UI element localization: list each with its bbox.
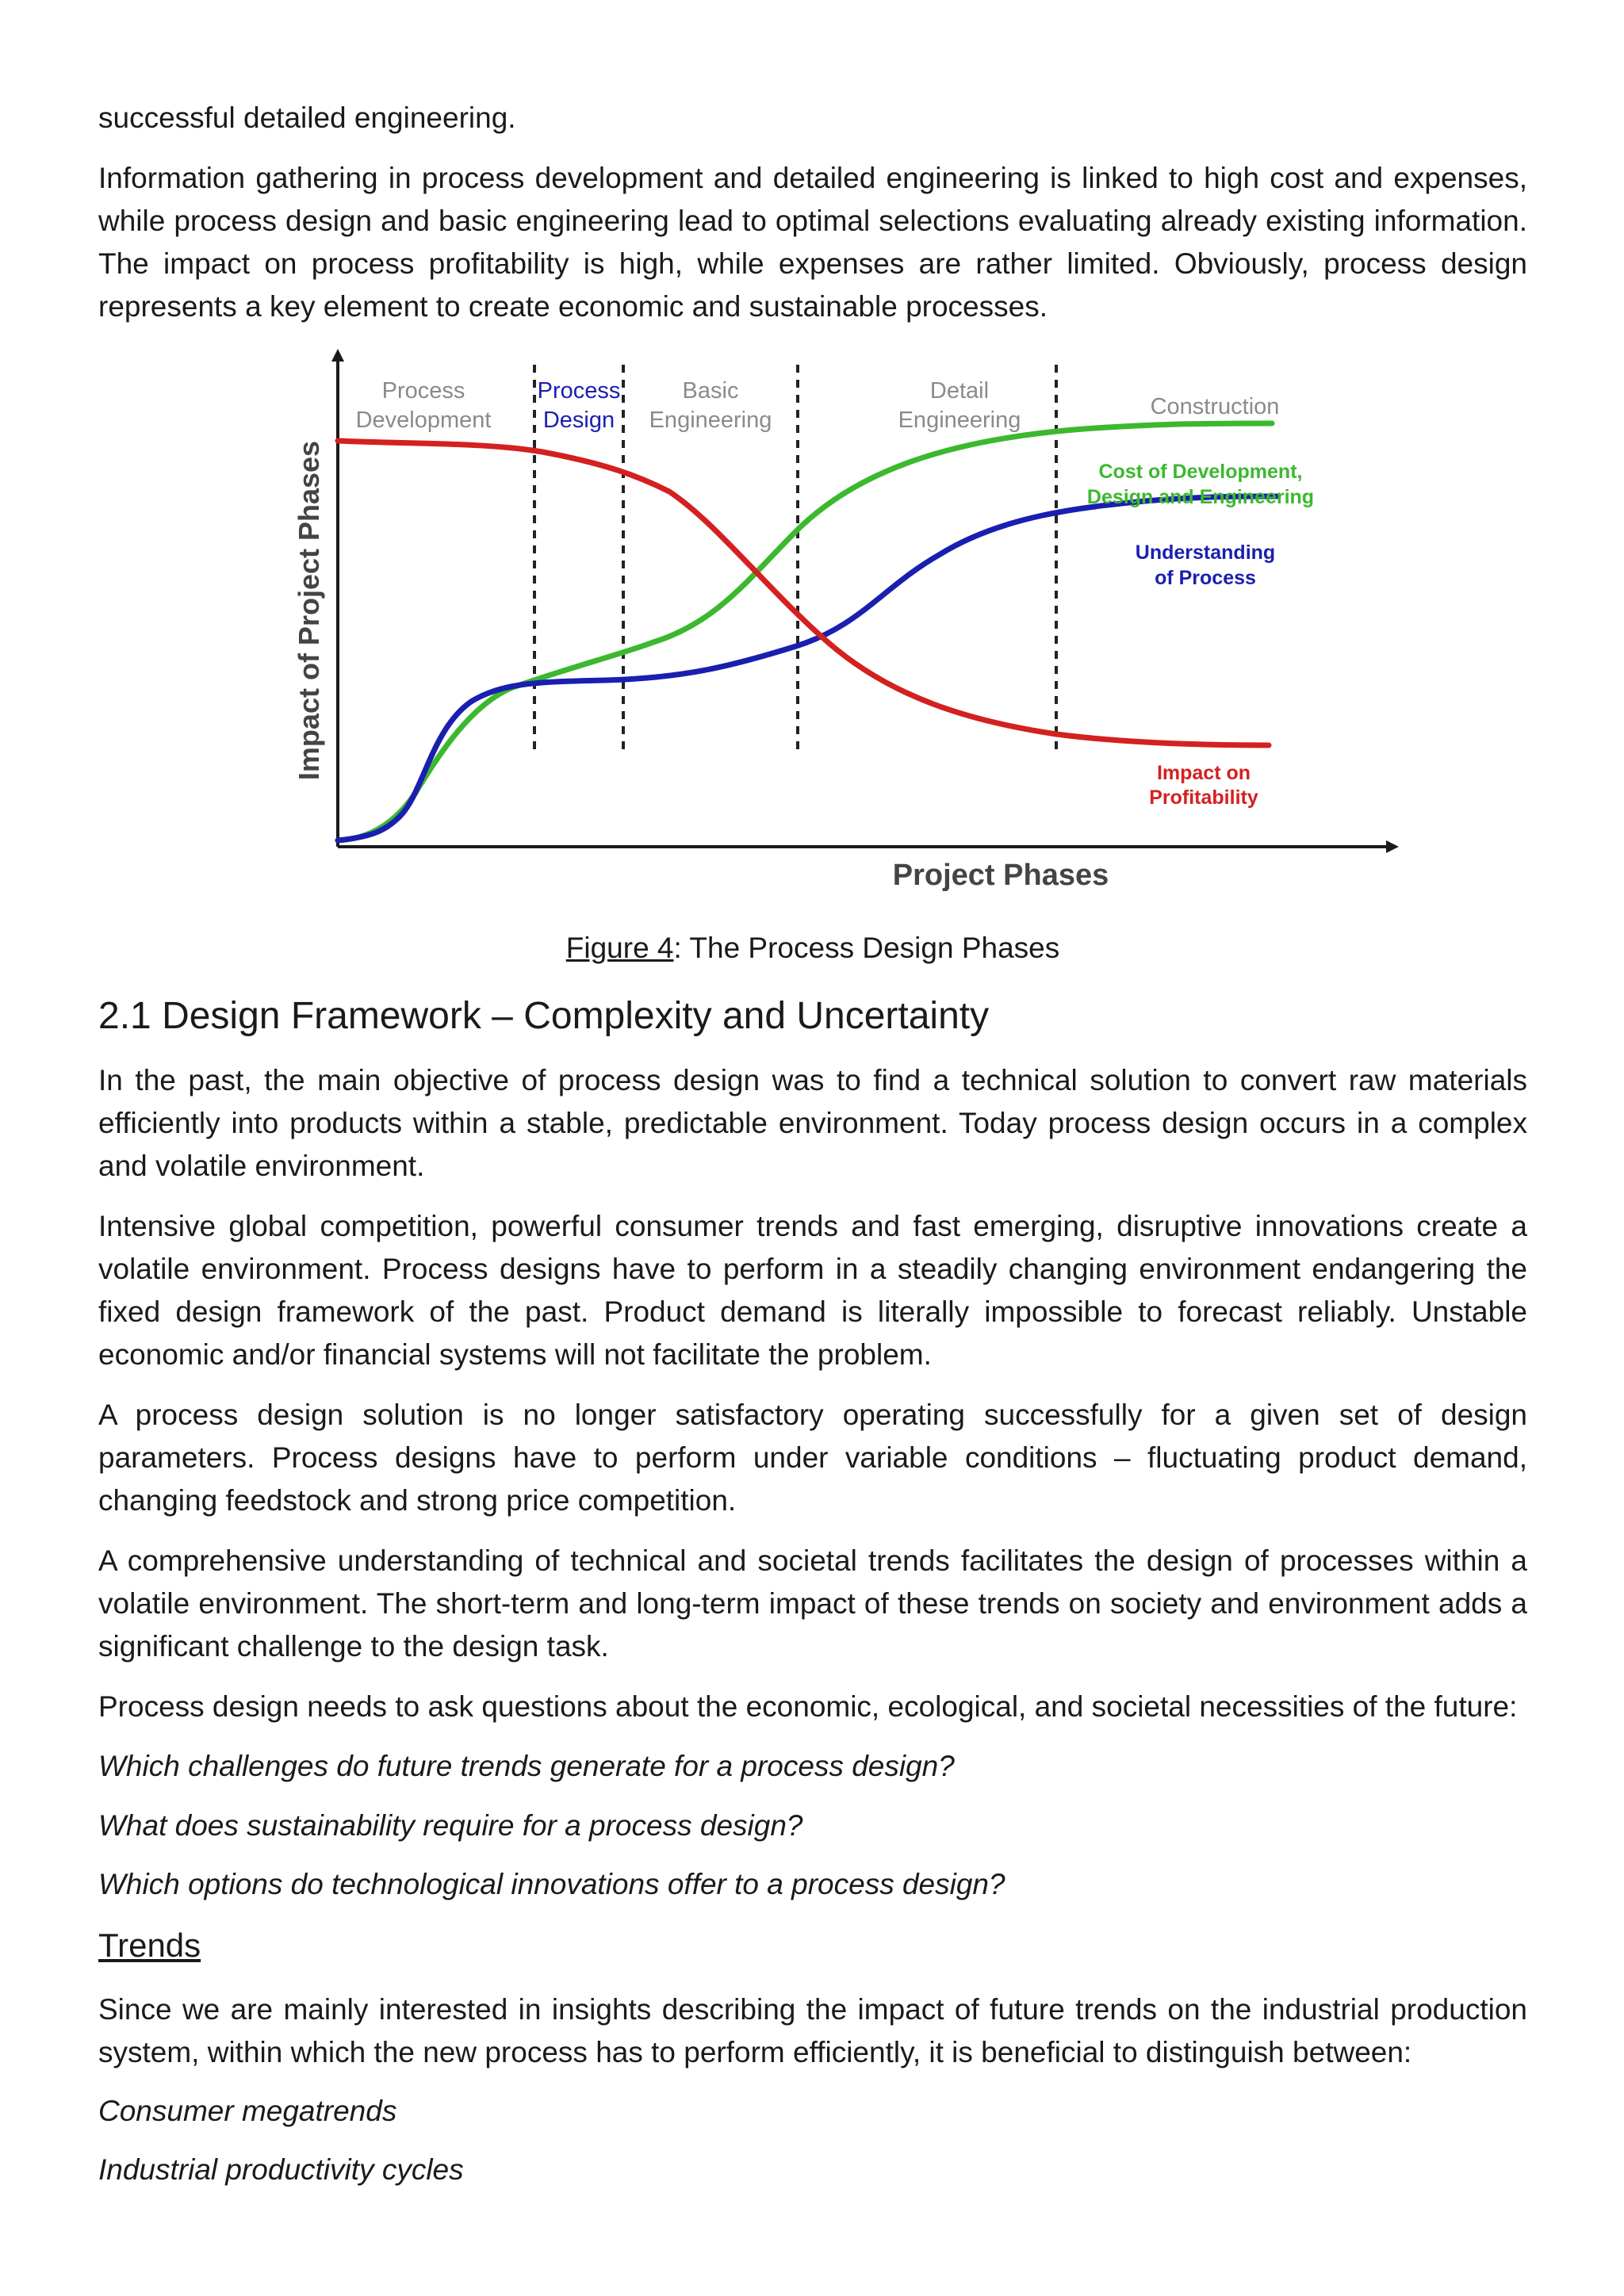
figure-caption	[98, 928, 1527, 969]
cost-label-line2: Design and Engineering	[1086, 486, 1315, 508]
phase-label-2-line2: Design	[542, 408, 615, 433]
understanding-label-line1: Understanding	[1135, 541, 1276, 564]
phase-label-3-line1: Basic	[682, 378, 739, 404]
figure-caption-text: : The Process Design Phases	[673, 932, 1060, 964]
phase-label-1-line2: Development	[355, 408, 492, 433]
paragraph-6: Process design needs to ask questions about the economic, ecological, and societal necessities of the future:	[98, 1690, 1518, 1723]
x-axis-arrow	[1386, 840, 1399, 853]
phase-label-4-line2: Engineering	[898, 408, 1021, 433]
question-2: What does sustainability require for a process design?	[98, 1809, 803, 1842]
paragraph-4: A process design solution is no longer satisfactory operating successfully for a given set of design parameters. Process designs have to perform under variable conditions – fluctuating product demand, changing feedstock and strong price competition.	[98, 1399, 1527, 1517]
phase-label-3-line2: Engineering	[649, 408, 772, 433]
phases-diagram	[289, 349, 1431, 904]
paragraph-2: In the past, the main objective of process design was to find a technical solution to convert raw materials efficiently into products within a stable, predictable environment. Today process design occurs in a complex and volatile environment.	[98, 1064, 1527, 1182]
trend-item-1: Consumer megatrends	[98, 2095, 397, 2127]
paragraph-5: A comprehensive understanding of technical and societal trends facilitates the design of processes within a volatile environment. The short-term and long-term impact of these trends on society and environment adds a significant challenge to the design task.	[98, 1544, 1527, 1663]
figure-reference: Figure 4	[565, 932, 674, 964]
trend-item-2: Industrial productivity cycles	[98, 2153, 464, 2186]
phase-label-2-line1: Process	[537, 378, 621, 404]
y-axis-label: Impact of Project Phases	[293, 440, 325, 781]
section-heading: 2.1 Design Framework – Complexity and Uncertainty	[98, 995, 990, 1037]
phase-label-1-line1: Process	[381, 378, 465, 404]
question-3: Which options do technological innovations offer to a process design?	[98, 1868, 1005, 1900]
cost-label-line1: Cost of Development,	[1098, 461, 1303, 483]
intro-fragment: successful detailed engineering.	[98, 101, 516, 134]
paragraph-7: Since we are mainly interested in insights describing the impact of future trends on the industrial production system, within which the new process has to perform efficiently, it is beneficial to distinguish between:	[98, 1993, 1527, 2068]
profitability-label-line1: Impact on	[1156, 762, 1251, 784]
understanding-label-line2: of Process	[1155, 567, 1256, 589]
trends-subheading: Trends	[98, 1927, 201, 1964]
paragraph-1: Information gathering in process development and detailed engineering is linked to high cost and expenses, while process design and basic engineering lead to optimal selections evaluating already existing information. The impact on process profitability is high, while expenses are rather limited. Obviously, process design represents a key element to create economic and sustainable processes.	[98, 162, 1527, 323]
x-axis-label: Project Phases	[892, 859, 1109, 892]
profitability-label-line2: Profitability	[1149, 786, 1258, 809]
paragraph-3: Intensive global competition, powerful consumer trends and fast emerging, disruptive innovations create a volatile environment. Process designs have to perform in a steadily changing environment endangering the fixed design framework of the past. Product demand is literally impossible to forecast reliably. Unstable economic and/or financial systems will not facilitate the problem.	[98, 1210, 1527, 1371]
question-1: Which challenges do future trends generate for a process design?	[98, 1750, 955, 1782]
phase-label-4-line1: Detail	[929, 378, 990, 404]
y-axis-arrow	[331, 349, 344, 362]
phase-label-5: Construction	[1150, 394, 1280, 419]
process-design-phases-figure	[289, 349, 1431, 904]
